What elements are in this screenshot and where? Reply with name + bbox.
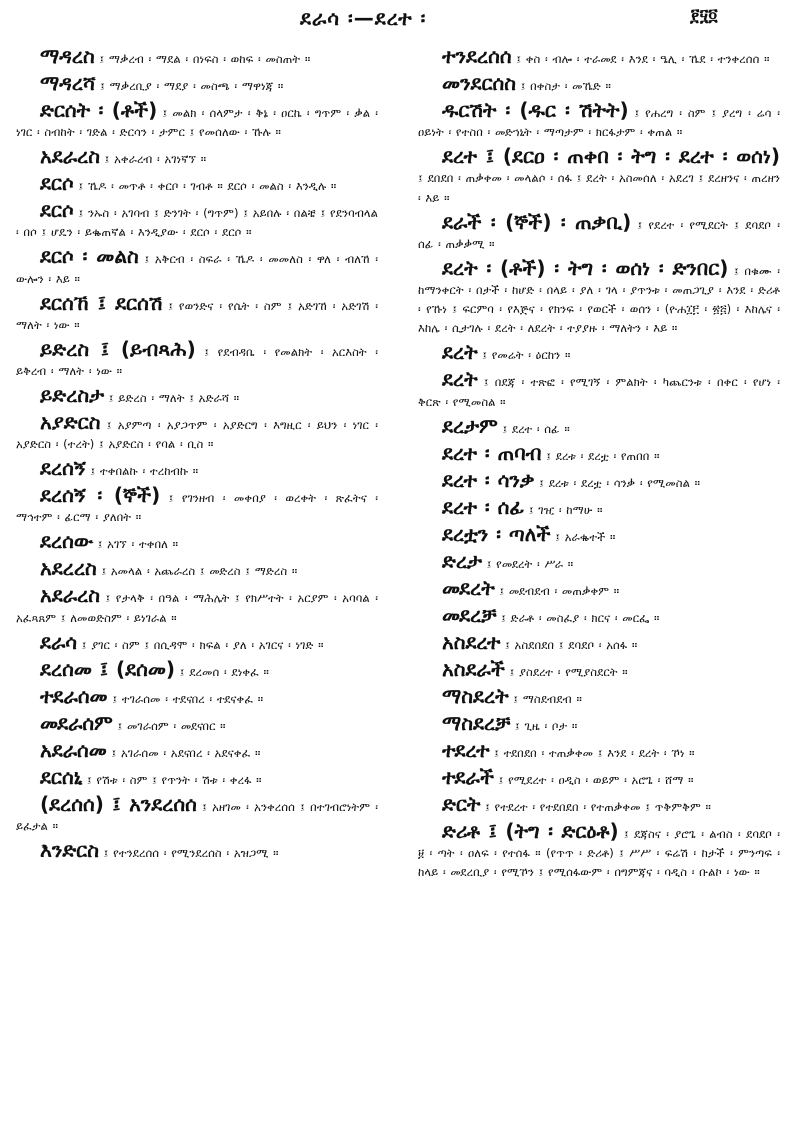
dictionary-entry	[418, 209, 781, 254]
entry-definition: ፤ ተደበደበ ፡ ተጠቃቀመ ፤ እንደ ፡ ደረት ፡ ኾነ ።	[494, 745, 695, 760]
entry-definition: ፤ የወንድና ፡ የሴት ፡ ስም ፤ አድገኸ ፡ አድገሽ ፡ ማለት ፡ ነው ።	[16, 298, 379, 332]
entry-definition: ፤ ቀስ ፡ ብሎ ፡ ተራመደ ፡ እንደ ፡ ዔሊ ፡ ኼደ ፡ ተንቀረሰሰ ።	[516, 52, 770, 66]
entry-definition: ፤ ያገር ፡ ስም ፤ በሲዳሞ ፡ ክፍል ፡ ያለ ፡ አገርና ፡ ነገድ ።	[81, 637, 324, 652]
entry-headword: አደራረስ	[40, 583, 100, 608]
dictionary-entry	[418, 737, 780, 763]
entry-headword: ደረተ ፡ ሳንቃ	[442, 467, 535, 492]
entry-definition: ፤ አስደበደበ ፤ ደባደቦ ፡ አሰፋ ።	[505, 637, 638, 652]
dictionary-entry	[16, 683, 378, 709]
dictionary-entry	[16, 485, 378, 527]
dictionary-entry	[16, 764, 378, 790]
dictionary-entry	[418, 73, 780, 96]
entry-headword: ማዳረስ	[40, 44, 95, 68]
page-header	[0, 0, 793, 40]
dictionary-entry	[16, 200, 378, 242]
entry-definition: ፤ የመሬት ፡ ዕርከን ።	[482, 348, 571, 363]
left-column	[16, 46, 378, 867]
entry-definition: ፤ ማቃረቢያ ፡ ማደያ ፡ መስጫ ፡ ማዋነጃ ።	[100, 79, 284, 93]
dictionary-entry	[418, 146, 780, 208]
entry-definition: ፤ የሽቱ ፡ ስም ፤ የጥንት ፡ ሽቱ ፡ ቀረፋ ።	[86, 772, 262, 787]
entry-definition: ፤ አመላል ፡ አጨራረስ ፤ መድረስ ፤ ማድረስ ።	[101, 564, 298, 579]
entry-headword: ደረሰኝ	[40, 456, 86, 481]
dictionary-entry	[16, 710, 378, 736]
entry-definition: ፤ መደብደብ ፡ መጠቃቀም ።	[499, 583, 620, 598]
entry-headword: መደረት	[442, 575, 495, 600]
entry-headword: ደርሶ	[40, 198, 74, 223]
entry-headword: መደራሰም	[40, 710, 113, 735]
dictionary-entry	[418, 656, 780, 682]
entry-headword: ደረታም	[442, 413, 498, 438]
entry-headword: ደረተ ፤ (ደርዐ ፡ ጠቀበ ፡ ትግ ፡ ደረተ ፡ ወሰነ)	[442, 144, 780, 169]
dictionary-entry	[16, 737, 378, 763]
entry-headword: ተደራች	[442, 764, 494, 789]
dictionary-entry	[418, 413, 780, 439]
entry-definition: ፤ ደረመሰ ፡ ደነቀፈ ።	[179, 664, 269, 679]
entry-definition: ፤ ይድረስ ፡ ማለት ፤ አድራሻ ።	[108, 391, 240, 406]
entry-definition: ፤ ጊዜ ፡ ቦታ ።	[515, 718, 578, 733]
entry-headword: ደረሰኝ ፡ (ኞች)	[40, 483, 161, 508]
entry-definition: ፤ አገራሰመ ፡ አደናበረ ፡ አደናቀፈ ።	[111, 745, 261, 760]
dictionary-entry	[16, 246, 378, 288]
dictionary-entry	[16, 585, 378, 627]
entry-definition: ፤ የገንዘብ ፡ መቀበያ ፡ ወረቀት ፡ ጽፈትና ፡ ማኅተም ፡ ፊርማ ፡ ያለበት ።	[16, 491, 379, 525]
entry-headword: ደራች ፡ (ኞች) ፡ ጠቃቢ)	[442, 209, 632, 234]
dictionary-entry	[418, 440, 780, 466]
entry-definition: ፤ መገራሰም ፡ መደናበር ።	[117, 718, 226, 733]
dictionary-entry	[418, 791, 780, 817]
entry-headword: ደረተ ፡ ሰፊ	[442, 494, 525, 519]
entry-definition: ፤ የሚደረተ ፡ ዐዲስ ፡ ወይም ፡ አሮጌ ፡ ሸማ ።	[498, 772, 694, 787]
entry-headword: (ደረሰሰ) ፤ አንደረሰሰ	[40, 791, 197, 816]
dictionary-entry	[418, 255, 780, 339]
dictionary-entry	[16, 73, 378, 96]
entry-headword: ተንደረሰሰ	[442, 44, 512, 68]
dictionary-entry	[16, 629, 378, 655]
entry-headword: ድረታ	[442, 548, 483, 573]
entry-headword: ይድረስ ፤ (ይብጻሕ)	[40, 336, 196, 361]
entry-definition: ፤ በደጃ ፡ ተጽፎ ፡ የሚገኝ ፡ ምልክት ፡ ካጨርንቱ ፡ በቀር ፡ የሆነ ፡ ቅርጽ ፡ የሚመስል ።	[418, 375, 780, 409]
entry-headword: መንደርሰስ	[442, 71, 516, 95]
entry-headword: ደርሶ ፡ መልስ	[40, 244, 139, 269]
dictionary-entry	[418, 467, 780, 493]
page-number: ፻፶፬	[690, 6, 718, 26]
dictionary-entry	[16, 146, 378, 169]
dictionary-entry	[418, 521, 780, 547]
running-header-title: ደራሳ ፡—ደረተ ፡	[300, 6, 427, 30]
dictionary-entry	[16, 656, 378, 682]
entry-headword: አስደራች	[442, 656, 505, 681]
entry-definition: ፤ አያምጣ ፡ አያጋጥም ፡ አያድርግ ፡ እግዚር ፡ ይህን ፡ ነገር ፡ አያድርስ ፡ (ተረት) ፤ አያድርስ ፡ የባል ፡ ቢስ ።	[16, 418, 378, 452]
entry-definition: ፤ ደበደበ ፡ ጠቃቀመ ፡ መላልሶ ፡ ሰፋ ፤ ደረት ፡ አስመሰለ ፡ አደረገ ፤ ደረዘንና ፡ ጠረዘን ፡ እይ ።	[418, 171, 780, 205]
dictionary-entry	[418, 818, 780, 883]
entry-definition: ፤ መልክ ፡ ሰላምታ ፡ ቅኔ ፡ ዐርኬ ፡ ግጥም ፡ ቃል ፡ ነገር ፡ ስብከት ፡ ገድል ፡ ድርሳን ፡ ታምር ፤ የመሰለው ፡ ኹሉ ።	[16, 106, 378, 140]
entry-definition: ፤ ኼዶ ፡ መጥቶ ፡ ቀርቦ ፡ ገብቶ ። ደርሶ ፡ መልስ ፡ እንዲሉ ።	[78, 179, 337, 194]
entry-headword: ደራሳ	[40, 629, 78, 654]
entry-definition: ፤ አራቈተች ።	[555, 529, 616, 544]
dictionary-entry	[16, 558, 378, 581]
entry-headword: ደረሰው	[40, 529, 94, 554]
entry-headword: ማዳረሻ	[40, 71, 96, 95]
dictionary-entry	[418, 342, 780, 365]
entry-headword: እንድርስ	[40, 837, 99, 862]
dictionary-entry	[16, 531, 378, 554]
entry-definition: ፤ ደጃስና ፡ ያሮጌ ፡ ልብስ ፡ ደባደቦ ፡ ፱ ፡ ጣት ፡ ዐለፍ ፡ የተሰፋ ። (የጥጥ ፡ ድሪቶ) ፤ ሥሥ ፡ ፍሬሽ ፡ ከታች ፡ ምንጣፍ ፡ ከላይ ፡ መደረቢያ ፡ የሚኾን ፤ የሚሰፋውም ፡ በግምጃና ፡ ባዲስ ፡ ቡልኮ ፡ ነው ።	[418, 826, 780, 880]
entry-headword: አደራረስ	[40, 144, 100, 169]
dictionary-entry	[16, 412, 378, 454]
dictionary-entry	[418, 575, 780, 601]
entry-headword: ማስደረት	[442, 683, 509, 708]
entry-definition: ፤ የመደረት ፡ ሥራ ።	[486, 556, 574, 571]
entry-headword: ደርሶ	[40, 171, 74, 196]
entry-definition: ፤ አዘገመ ፡ አንቀረሰሰ ፤ በተገብሮነትም ፡ ይፈታል ።	[16, 799, 378, 833]
entry-definition: ፤ የተደረተ ፡ የተደበደበ ፡ የተጠቃቀመ ፤ ጥቅምቅም ።	[485, 799, 711, 814]
entry-definition: ፤ አቀራረብ ፡ አገነኛኘ ።	[104, 152, 207, 167]
entry-definition: ፤ የደብዳቤ ፡ የመልክት ፡ አርእስት ፡ ይቅረብ ፡ ማለት ፡ ነው ።	[16, 344, 378, 379]
entry-definition: ፤ ንኡስ ፡ አገባብ ፤ ድንገት ፡ (ግጥም) ፤ አይበሉ ፡ በልቼ ፤ የደንባብላል ፡ በሶ ፤ ሆዴን ፡ ይቈጠኛል ፡ እንዲያው ፡ ደርሶ ፡ ደርሶ ።	[16, 206, 379, 240]
entry-headword: ድርሰት ፡ (ቶች)	[40, 98, 158, 122]
dictionary-entry	[418, 46, 780, 69]
entry-definition: ፤ ደረቱ ፡ ደረቷ ፡ የጠበበ ።	[546, 448, 660, 463]
dictionary-entry	[16, 837, 378, 863]
entry-definition: ፤ ደረተ ፡ ሰፊ ።	[502, 421, 570, 436]
entry-definition: ፤ ማስደብደብ ።	[513, 691, 582, 706]
entry-definition: ፤ ማቃረብ ፡ ማደል ፡ በነፍስ ፡ ወከፍ ፡ መስጠት ።	[99, 52, 311, 66]
entry-headword: ዱርሽት ፡ (ዱር ፡ ሽትት)	[442, 98, 629, 122]
entry-definition: ፤ አገኘ ፡ ተቀበለ ።	[97, 537, 179, 552]
entry-headword: ተደራሰመ	[40, 683, 108, 708]
dictionary-entry	[418, 710, 780, 736]
entry-definition: ፤ ተገራሰመ ፡ ተደናበረ ፡ ተደናቀፈ ።	[112, 691, 264, 706]
entry-headword: ይድረስታ	[40, 383, 105, 408]
entry-headword: ደረሰመ ፤ (ደሰመ)	[40, 656, 176, 681]
dictionary-entry	[16, 290, 379, 335]
entry-definition: ፤ የሐረግ ፡ ስም ፤ ያረግ ፡ ሬሳ ፡ ዐይነት ፡ የተስበ ፡ መድኀኒት ፡ ማጣታም ፡ ክርፋታም ፡ ቀጠል ።	[418, 106, 781, 140]
entry-headword: አደረረስ	[40, 556, 97, 581]
dictionary-entry	[418, 548, 780, 574]
entry-headword: አደራሰመ	[40, 737, 107, 762]
dictionary-entry	[16, 46, 378, 69]
entry-headword: ተደረተ	[442, 737, 490, 762]
entry-headword: ደረተ ፡ ጠባብ	[442, 440, 542, 465]
entry-headword: አያድርስ	[40, 410, 101, 435]
dictionary-entry	[418, 602, 780, 628]
entry-headword: አስደረተ	[442, 629, 501, 654]
dictionary-entry	[16, 385, 378, 408]
entry-definition: ፤ ተቀበልኩ ፡ ተረከብኩ ።	[90, 464, 199, 479]
entry-definition: ፤ ያስደረተ ፡ የሚያስደርት ።	[509, 664, 628, 679]
right-column	[418, 46, 780, 886]
entry-headword: ደረት	[442, 340, 478, 365]
dictionary-entry	[16, 458, 378, 481]
dictionary-entry	[418, 494, 780, 520]
dictionary-entry	[418, 683, 780, 709]
entry-definition: ፤ በቁሙ ፡ ከማንቀርት ፡ በታች ፡ ከሆድ ፡ በላይ ፡ ያለ ፡ ገላ ፡ ያጥንቱ ፡ መጠጋጊያ ፡ እንደ ፡ ድሪቶ ፡ የኹነ ፤ ፍርምባ ፡ የእጅና ፡ የክንፍ ፡ የወርች ፡ ወሰን ፡ (ዮሐ፲፫ ፡ ፳፭) ፡ እከሌና ፡ እከሌ ፡ ሲታገሉ ፡ ደረት ፡ ለደረት ፡ ተያያዙ ፡ ማለትን ፡ እይ ።	[418, 263, 780, 336]
entry-headword: ደርሰኒ	[40, 764, 83, 789]
entry-definition: ፤ ደረቱ ፡ ደረቷ ፡ ሳንቃ ፡ የሚመስል ።	[539, 475, 701, 490]
entry-definition: ፤ ድራቶ ፡ መስፈያ ፡ ክርና ፡ መርፌ ።	[501, 610, 660, 625]
entry-definition: ፤ አቅርብ ፡ ስፍራ ፡ ኼዶ ፡ መመለስ ፡ ዋለ ፡ ብለኸ ፡ ውሎን ፡ እይ ።	[16, 252, 378, 286]
dictionary-entry	[418, 369, 780, 411]
dictionary-entry	[16, 336, 378, 381]
entry-headword: ደረት	[442, 367, 478, 392]
entry-headword: ድሪቶ ፤ (ትግ ፡ ድርዕቶ)	[442, 818, 619, 843]
entry-headword: ድርት	[442, 791, 481, 816]
entry-definition: ፤ የደረተ ፡ የሚደርት ፤ ደባደቦ ፡ ሰፊ ፡ ጠቃቃሚ ።	[418, 217, 781, 251]
dictionary-entry	[418, 764, 780, 790]
entry-headword: ደረት ፡ (ቶች) ፡ ትግ ፡ ወሰነ ፡ ድንበር)	[442, 255, 729, 280]
dictionary-entry	[16, 173, 378, 196]
entry-headword: ደርሰኸ ፤ ደርሰሽ	[40, 290, 163, 315]
dictionary-entry	[16, 791, 378, 836]
entry-definition: ፤ የተንደረሰሰ ፡ የሚንደረሰስ ፡ አዝጋሚ ።	[103, 845, 279, 860]
entry-definition: ፤ የታላቅ ፡ በዓል ፡ ማሕሌት ፤ የክሥተት ፡ አርያም ፡ አባባል ፡ አፈጻጸም ፤ ለመወድስም ፡ ይነገራል ።	[16, 591, 379, 625]
dictionary-entry	[418, 100, 780, 142]
entry-definition: ፤ በቀስታ ፡ መኼድ ።	[520, 79, 611, 93]
entry-headword: ደረቷን ፡ ጣለች	[442, 521, 551, 546]
dictionary-entry	[418, 629, 780, 655]
entry-definition: ፤ ገዢ ፡ ከማሁ ።	[528, 502, 603, 517]
entry-headword: ማስደረቻ	[442, 710, 511, 735]
dictionary-entry	[16, 100, 378, 142]
entry-headword: መደረቻ	[442, 602, 497, 627]
